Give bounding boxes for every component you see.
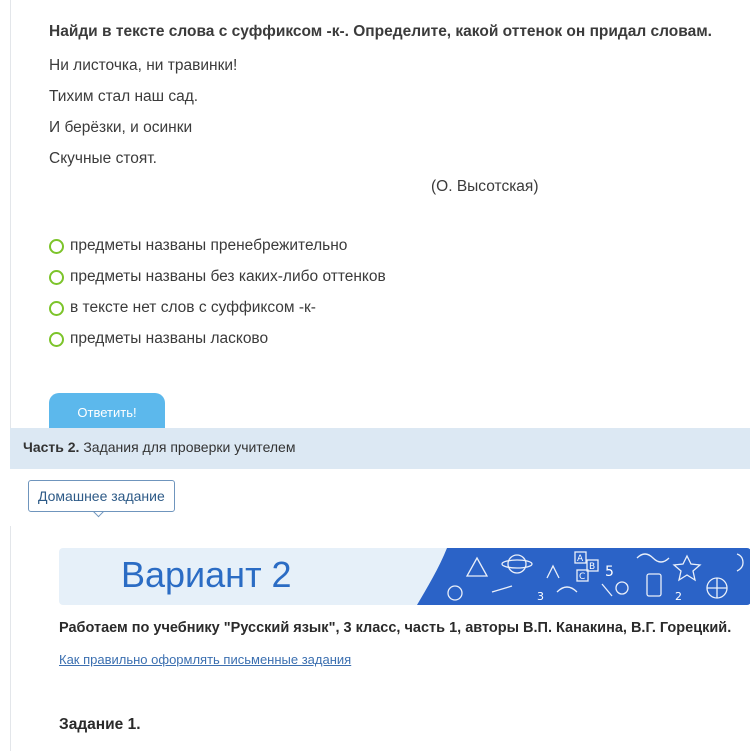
option-label: предметы названы пренебрежительно [70,237,348,254]
option-label: в тексте нет слов с суффиксом -к- [70,299,316,316]
answer-option-3[interactable] [49,297,316,319]
poem-author: (О. Высотская) [431,178,539,195]
option-label: предметы названы без каких-либо оттенков [70,268,386,285]
option-label: предметы названы ласково [70,330,269,347]
homework-tab-area [10,469,750,527]
svg-text:C: C [579,572,586,582]
part-2-title [23,439,295,455]
question-title: Найди в тексте слова с суффиксом -к-. Определите, какой оттенок он придал словам. [49,23,712,40]
part-2-description: Задания для проверки учителем [79,439,296,455]
svg-text:3: 3 [537,590,544,603]
svg-text:A: A [577,554,584,564]
variant-banner [59,548,750,605]
radio-button[interactable] [49,239,64,254]
part-2-label: Часть 2. [23,439,80,455]
question-card [10,0,750,428]
tab-homework[interactable]: Домашнее задание [28,480,175,512]
poem-line: Тихим стал наш сад. [49,88,199,105]
task-title: Задание 1. [59,716,141,733]
answer-button[interactable]: Ответить! [49,393,165,431]
answer-option-2[interactable] [49,266,386,288]
answer-option-4[interactable] [49,328,268,350]
homework-content [10,526,750,751]
help-link[interactable]: Как правильно оформлять письменные задания [59,652,352,667]
poem-line: Ни листочка, ни травинки! [49,57,238,74]
radio-button[interactable] [49,301,64,316]
poem-line: Скучные стоят. [49,150,157,167]
part-2-header [10,428,750,470]
poem-line: И берёзки, и осинки [49,119,193,136]
svg-text:2: 2 [675,590,682,603]
radio-button[interactable] [49,332,64,347]
radio-button[interactable] [49,270,64,285]
answer-option-1[interactable] [49,235,347,257]
banner-title: Вариант 2 [121,554,292,595]
svg-text:B: B [589,562,596,572]
school-doodles-icon [417,548,750,605]
svg-text:5: 5 [605,564,614,580]
textbook-note: Работаем по учебнику "Русский язык", 3 класс, часть 1, авторы В.П. Канакина, В.Г. Горецкий. [59,620,732,636]
